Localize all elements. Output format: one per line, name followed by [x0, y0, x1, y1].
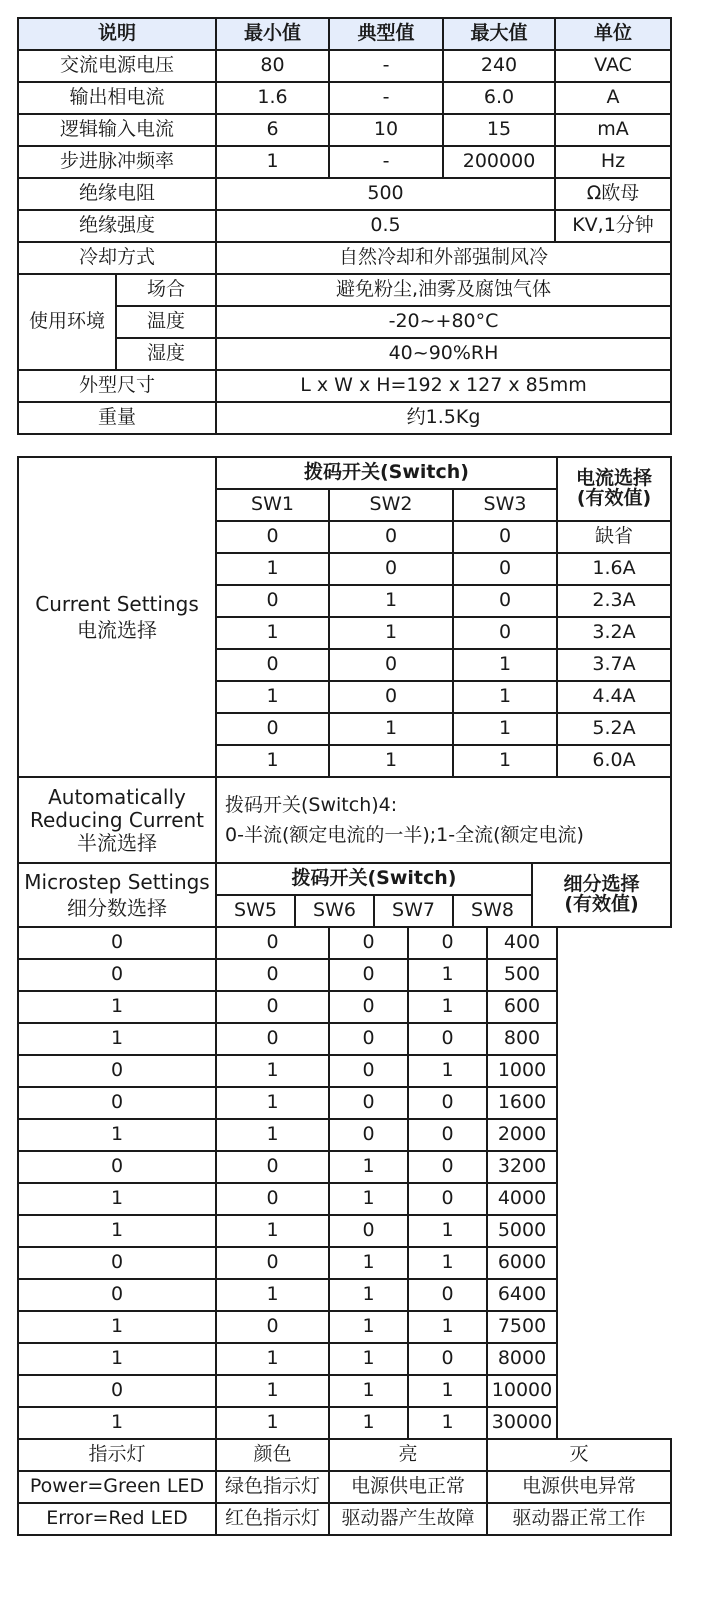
sw-value: 1	[329, 1247, 408, 1279]
spec-row	[18, 114, 671, 146]
sw-value: 1	[329, 1311, 408, 1343]
sw-value: 1	[329, 585, 453, 617]
spec-min: 1.6	[216, 82, 329, 114]
sw-value: 1	[453, 745, 557, 777]
environment-label: 使用环境	[18, 274, 116, 370]
sw-value: 1	[216, 1279, 329, 1311]
led-on-meaning: 电源供电正常	[329, 1471, 487, 1503]
sw-value: 0	[329, 553, 453, 585]
half-current-row	[18, 777, 671, 863]
microstep-row	[18, 1087, 671, 1119]
microstep-value: 2000	[487, 1119, 557, 1151]
microstep-value-header	[532, 863, 671, 927]
sw-value: 0	[329, 681, 453, 713]
spec-unit: A	[555, 82, 671, 114]
sw-value: 0	[453, 585, 557, 617]
sw-value: 1	[408, 1055, 487, 1087]
sw-value: 0	[408, 1343, 487, 1375]
sw-value: 0	[329, 1055, 408, 1087]
sw-value: 1	[408, 1215, 487, 1247]
sw-value: 1	[329, 1407, 408, 1439]
spec-table	[17, 17, 672, 435]
sw-value: 1	[329, 1375, 408, 1407]
half-current-label	[18, 777, 216, 863]
half-current-line1: 拨码开关(Switch)4:	[225, 793, 398, 816]
header-max: 最大值	[443, 18, 555, 50]
microstep-value: 8000	[487, 1343, 557, 1375]
half-current-label-en-2: Reducing Current	[29, 807, 205, 832]
microstep-row	[18, 1055, 671, 1087]
environment-value: -20~+80°C	[216, 306, 671, 338]
spec-max: 15	[443, 114, 555, 146]
sw-value: 0	[18, 1055, 216, 1087]
sw-value: 0	[408, 1087, 487, 1119]
half-current-label-cn: 半流选择	[77, 830, 157, 855]
microstep-value: 4000	[487, 1183, 557, 1215]
microstep-value-header-line1: 细分选择	[563, 873, 640, 896]
microstep-row	[18, 1407, 671, 1439]
microstep-label-en: Microstep Settings	[24, 870, 210, 894]
spec-typical: -	[329, 146, 443, 178]
sw-value: 1	[329, 1183, 408, 1215]
sw-value: 0	[216, 521, 329, 553]
current-value: 5.2A	[557, 713, 671, 745]
current-value: 3.7A	[557, 649, 671, 681]
microstep-value-header-line2: (有效值)	[564, 893, 639, 915]
settings-table	[17, 456, 672, 1536]
microstep-row	[18, 1343, 671, 1375]
sw-value: 1	[329, 617, 453, 649]
current-label-cn: 电流选择	[77, 618, 157, 642]
sw-value: 1	[216, 1375, 329, 1407]
sw-value: 0	[216, 1247, 329, 1279]
led-header-indicator: 指示灯	[18, 1439, 216, 1471]
spec-unit: Hz	[555, 146, 671, 178]
spec-value: L x W x H=192 x 127 x 85mm	[216, 370, 671, 402]
microstep-row	[18, 1151, 671, 1183]
led-row-power	[18, 1471, 671, 1503]
sw-value: 1	[18, 991, 216, 1023]
led-color: 绿色指示灯	[216, 1471, 329, 1503]
led-row-error	[18, 1503, 671, 1535]
sw-value: 0	[216, 585, 329, 617]
current-header-row	[18, 457, 671, 489]
spec-value: 自然冷却和外部强制风冷	[216, 242, 671, 274]
environment-value: 40~90%RH	[216, 338, 671, 370]
microstep-row	[18, 1279, 671, 1311]
sw-value: 1	[216, 1119, 329, 1151]
led-header-on: 亮	[329, 1439, 487, 1471]
header-unit: 单位	[555, 18, 671, 50]
spec-label: 重量	[18, 402, 216, 434]
sw-value: 1	[408, 1375, 487, 1407]
spec-unit: KV,1分钟	[555, 210, 671, 242]
current-value-header-line2: (有效值)	[576, 487, 652, 509]
led-header-off: 灭	[487, 1439, 671, 1471]
microstep-switch-header: 拨码开关(Switch)	[216, 863, 532, 895]
sw-value: 0	[216, 1151, 329, 1183]
sw-value: 0	[18, 927, 216, 959]
sw-value: 1	[408, 991, 487, 1023]
spec-label: 冷却方式	[18, 242, 216, 274]
sw-value: 0	[453, 617, 557, 649]
sw-value: 0	[408, 1279, 487, 1311]
sw-value: 0	[216, 713, 329, 745]
sw-value: 0	[216, 991, 329, 1023]
microstep-value: 1600	[487, 1087, 557, 1119]
sw-value: 0	[216, 1023, 329, 1055]
microstep-value: 500	[487, 959, 557, 991]
sw-value: 1	[18, 1183, 216, 1215]
header-min: 最小值	[216, 18, 329, 50]
spec-max: 240	[443, 50, 555, 82]
spec-row	[18, 82, 671, 114]
sw-value: 0	[408, 1183, 487, 1215]
microstep-value: 400	[487, 927, 557, 959]
sw-label: SW8	[453, 895, 532, 927]
sw-value: 0	[329, 1215, 408, 1247]
spec-min: 1	[216, 146, 329, 178]
current-value: 3.2A	[557, 617, 671, 649]
sw-value: 0	[18, 1087, 216, 1119]
spec-label: 输出相电流	[18, 82, 216, 114]
led-off-meaning: 电源供电异常	[487, 1471, 671, 1503]
microstep-value: 3200	[487, 1151, 557, 1183]
current-value: 6.0A	[557, 745, 671, 777]
led-header-row	[18, 1439, 671, 1471]
sw-value: 0	[329, 521, 453, 553]
current-value-header	[557, 457, 671, 521]
spec-row-insulation-resistance	[18, 178, 671, 210]
spec-row-dimensions	[18, 370, 671, 402]
microstep-row	[18, 1375, 671, 1407]
sw-value: 0	[408, 1151, 487, 1183]
led-name: Power=Green LED	[18, 1471, 216, 1503]
sw-label: SW1	[216, 489, 329, 521]
current-value: 1.6A	[557, 553, 671, 585]
spec-typical: 10	[329, 114, 443, 146]
microstep-value: 1000	[487, 1055, 557, 1087]
sw-value: 0	[216, 649, 329, 681]
sw-value: 1	[408, 959, 487, 991]
spec-row-cooling	[18, 242, 671, 274]
sw-value: 1	[18, 1311, 216, 1343]
sw-label: SW2	[329, 489, 453, 521]
microstep-row	[18, 1215, 671, 1247]
spec-max: 6.0	[443, 82, 555, 114]
sw-value: 1	[216, 617, 329, 649]
sw-value: 0	[18, 1151, 216, 1183]
spec-row-weight	[18, 402, 671, 434]
microstep-value: 30000	[487, 1407, 557, 1439]
sw-value: 0	[216, 1183, 329, 1215]
sw-value: 1	[216, 553, 329, 585]
sw-value: 0	[329, 991, 408, 1023]
spec-unit: mA	[555, 114, 671, 146]
sw-value: 1	[453, 649, 557, 681]
sw-value: 0	[329, 927, 408, 959]
half-current-description	[216, 777, 671, 863]
sw-value: 0	[329, 1119, 408, 1151]
sw-value: 1	[216, 1407, 329, 1439]
sw-value: 0	[408, 1119, 487, 1151]
header-description: 说明	[18, 18, 216, 50]
led-off-meaning: 驱动器正常工作	[487, 1503, 671, 1535]
sw-label: SW7	[374, 895, 453, 927]
led-header-color: 颜色	[216, 1439, 329, 1471]
sw-value: 0	[408, 927, 487, 959]
spec-label: 绝缘强度	[18, 210, 216, 242]
spec-row-environment	[18, 338, 671, 370]
microstep-value: 800	[487, 1023, 557, 1055]
spec-header-row	[18, 18, 671, 50]
current-value: 缺省	[557, 521, 671, 553]
microstep-row	[18, 959, 671, 991]
microstep-row	[18, 1119, 671, 1151]
microstep-row	[18, 927, 671, 959]
spec-row	[18, 50, 671, 82]
spec-value: 0.5	[216, 210, 555, 242]
microstep-row	[18, 1023, 671, 1055]
sw-value: 1	[216, 1087, 329, 1119]
sw-value: 0	[216, 959, 329, 991]
sw-value: 1	[18, 1023, 216, 1055]
sw-value: 1	[329, 1343, 408, 1375]
spec-typical: -	[329, 50, 443, 82]
environment-sublabel: 温度	[116, 306, 216, 338]
spec-value: 500	[216, 178, 555, 210]
microstep-value: 6400	[487, 1279, 557, 1311]
header-typical: 典型值	[329, 18, 443, 50]
spec-unit: VAC	[555, 50, 671, 82]
spec-min: 80	[216, 50, 329, 82]
current-label-en: Current Settings	[35, 592, 199, 616]
spec-row-environment	[18, 306, 671, 338]
spec-unit: Ω欧母	[555, 178, 671, 210]
spec-label: 外型尺寸	[18, 370, 216, 402]
led-name: Error=Red LED	[18, 1503, 216, 1535]
spec-row-environment	[18, 274, 671, 306]
sw-value: 1	[18, 1407, 216, 1439]
spec-label: 交流电源电压	[18, 50, 216, 82]
sw-value: 1	[216, 1215, 329, 1247]
microstep-value: 600	[487, 991, 557, 1023]
sw-label: SW6	[295, 895, 374, 927]
current-switch-header: 拨码开关(Switch)	[216, 457, 557, 489]
spec-max: 200000	[443, 146, 555, 178]
current-value: 2.3A	[557, 585, 671, 617]
sw-value: 1	[18, 1343, 216, 1375]
sw-value: 0	[18, 1375, 216, 1407]
microstep-settings-label	[18, 863, 216, 927]
sw-value: 0	[408, 1023, 487, 1055]
sw-value: 1	[216, 681, 329, 713]
microstep-row	[18, 1247, 671, 1279]
sw-value: 1	[216, 745, 329, 777]
sw-value: 1	[329, 1151, 408, 1183]
sw-value: 1	[408, 1407, 487, 1439]
current-value-header-line1: 电流选择	[575, 467, 652, 490]
sw-value: 1	[329, 713, 453, 745]
current-value: 4.4A	[557, 681, 671, 713]
sw-value: 0	[453, 521, 557, 553]
microstep-value: 6000	[487, 1247, 557, 1279]
spec-min: 6	[216, 114, 329, 146]
sw-value: 0	[329, 1087, 408, 1119]
sw-value: 1	[329, 1279, 408, 1311]
spec-value: 约1.5Kg	[216, 402, 671, 434]
sw-value: 0	[216, 1311, 329, 1343]
sw-value: 0	[329, 649, 453, 681]
environment-value: 避免粉尘,油雾及腐蚀气体	[216, 274, 671, 306]
sw-label: SW3	[453, 489, 557, 521]
microstep-row	[18, 1311, 671, 1343]
current-settings-label	[18, 457, 216, 777]
sw-value: 1	[216, 1055, 329, 1087]
sw-value: 0	[453, 553, 557, 585]
microstep-row	[18, 1183, 671, 1215]
sw-value: 1	[329, 745, 453, 777]
sw-value: 1	[216, 1343, 329, 1375]
half-current-line2: 0-半流(额定电流的一半);1-全流(额定电流)	[225, 824, 584, 846]
spec-row-insulation-strength	[18, 210, 671, 242]
sw-value: 1	[18, 1215, 216, 1247]
sw-value: 0	[18, 1247, 216, 1279]
microstep-label-cn: 细分数选择	[67, 896, 167, 920]
sw-value: 1	[408, 1311, 487, 1343]
sw-label: SW5	[216, 895, 295, 927]
microstep-row	[18, 991, 671, 1023]
spec-label: 逻辑输入电流	[18, 114, 216, 146]
half-current-label-en-1: Automatically	[48, 784, 186, 809]
sw-value: 1	[18, 1119, 216, 1151]
spec-row	[18, 146, 671, 178]
microstep-header-row	[18, 863, 671, 895]
environment-sublabel: 场合	[116, 274, 216, 306]
microstep-value: 7500	[487, 1311, 557, 1343]
led-on-meaning: 驱动器产生故障	[329, 1503, 487, 1535]
sw-value: 1	[453, 713, 557, 745]
microstep-value: 5000	[487, 1215, 557, 1247]
sw-value: 0	[18, 1279, 216, 1311]
sw-value: 0	[329, 1023, 408, 1055]
microstep-value: 10000	[487, 1375, 557, 1407]
sw-value: 1	[408, 1247, 487, 1279]
sw-value: 0	[216, 927, 329, 959]
environment-sublabel: 湿度	[116, 338, 216, 370]
sw-value: 1	[453, 681, 557, 713]
spec-label: 绝缘电阻	[18, 178, 216, 210]
led-color: 红色指示灯	[216, 1503, 329, 1535]
spec-typical: -	[329, 82, 443, 114]
sw-value: 0	[329, 959, 408, 991]
spec-label: 步进脉冲频率	[18, 146, 216, 178]
sw-value: 0	[18, 959, 216, 991]
